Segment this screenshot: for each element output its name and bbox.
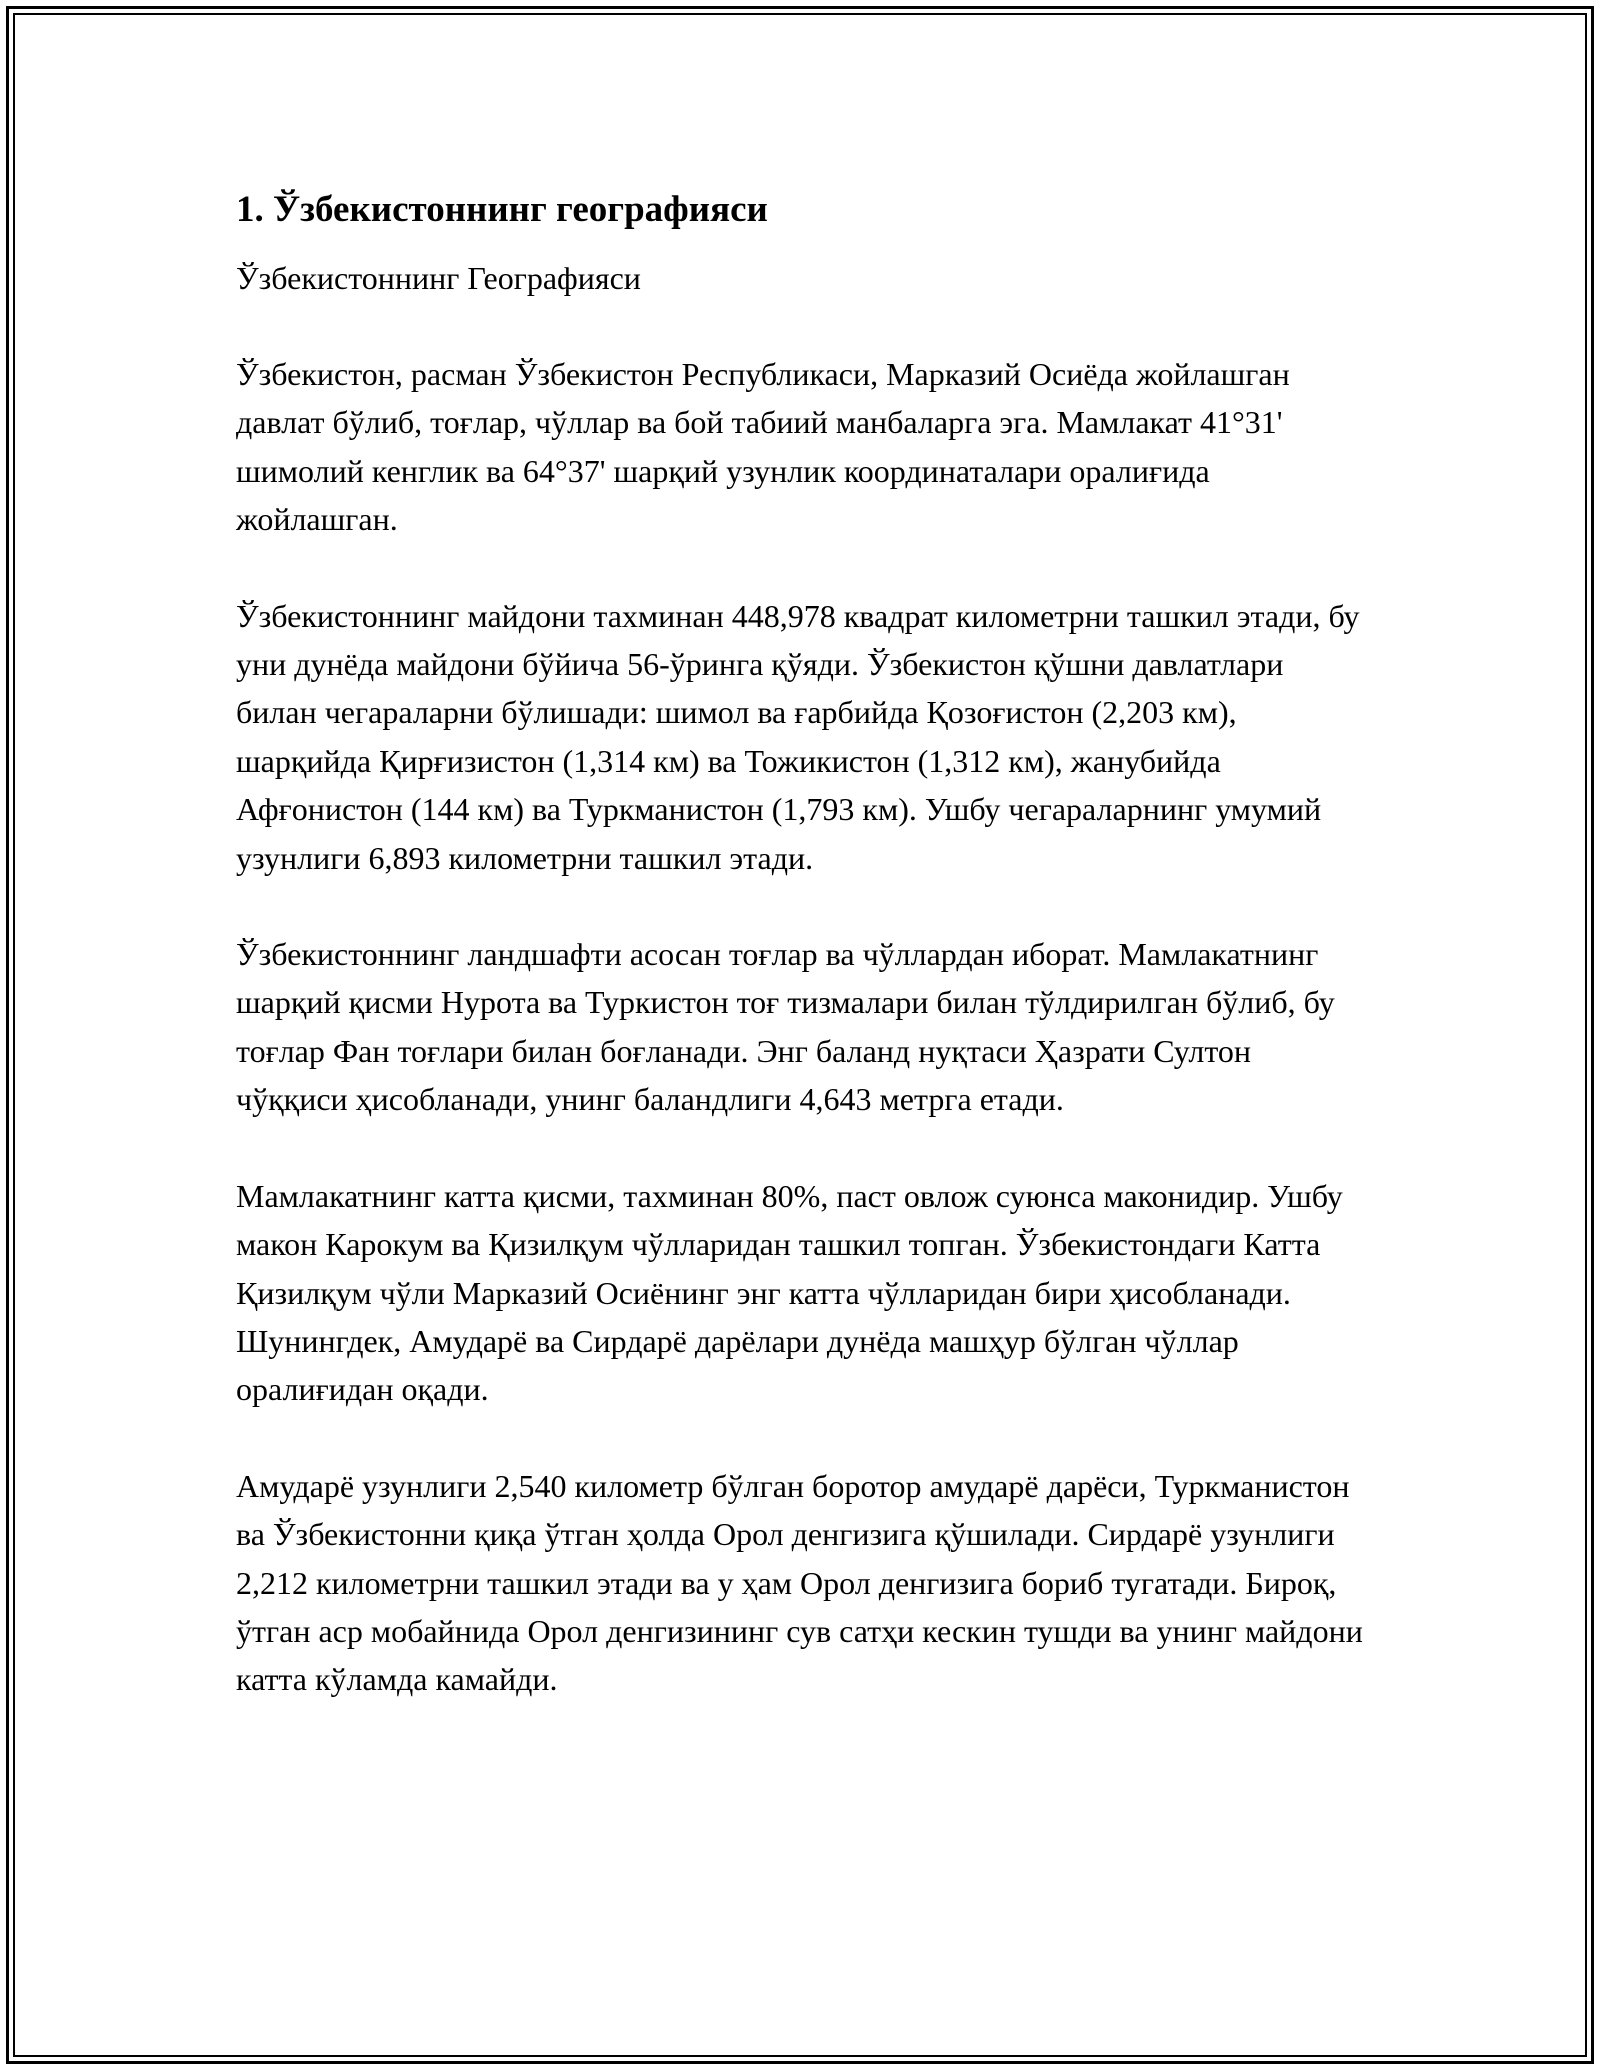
document-subtitle: Ўзбекистоннинг Географияси <box>236 260 641 296</box>
paragraph-rivers: Амударё узунлиги 2,540 километр бўлган боротор амударё дарёси, Туркманистон ва Ўзбекистонни қиқа ўтган ҳолда Орол денгизига қўшилади. Сирдарё узунлиги 2,212 километрни ташкил этади ва у ҳам Орол денгизига бориб тугатади. Бироқ, ўтган аср мобайнида Орол денгизининг сув сатҳи кескин тушди ва унинг майдони катта кўламда камайди. <box>236 1467 1363 1698</box>
paragraph-deserts: Мамлакатнинг катта қисми, тахминан 80%, паст овлож суюнса маконидир. Ушбу макон Карокум ва Қизилқум чўлларидан ташкил топган. Ўзбекистондаги Катта Қизилқум чўли Марказий Осиёнинг энг катта чўлларидан бири ҳисобланади. Шунингдек, Амударё ва Сирдарё дарёлари дунёда машҳур бўлган чўллар оралиғидан оқади. <box>236 1177 1343 1408</box>
document-title: 1. Ўзбекистоннинг географияси <box>236 189 768 230</box>
paragraph-landscape: Ўзбекистоннинг ландшафти асосан тоғлар ва чўллардан иборат. Мамлакатнинг шарқий қисми Нурота ва Туркистон тоғ тизмалари билан тўлдирилган бўлиб, бу тоғлар Фан тоғлари билан боғланади. Энг баланд нуқтаси Ҳазрати Султон чўққиси ҳисобланади, унинг баландлиги 4,643 метрга етади. <box>236 936 1335 1118</box>
document-body <box>236 186 1366 1752</box>
paragraph-location: Ўзбекистон, расман Ўзбекистон Республикаси, Марказий Осиёда жойлашган давлат бўлиб, тоғлар, чўллар ва бой табиий манбаларга эга. Мамлакат 41°31' шимолий кенглик ва 64°37' шарқий узунлик координаталари оралиғида жойлашган. <box>236 356 1290 538</box>
paragraph-area-borders: Ўзбекистоннинг майдони тахминан 448,978 квадрат километрни ташкил этади, бу уни дунёда майдони бўйича 56-ўринга қўяди. Ўзбекистон қўшни давлатлари билан чегараларни бўлишади: шимол ва ғарбийда Қозоғистон (2,203 км), шарқийда Қирғизистон (1,314 км) ва Тожикистон (1,312 км), жанубийда Афғонистон (144 км) ва Туркманистон (1,793 км). Ушбу чегараларнинг умумий узунлиги 6,893 километрни ташкил этади. <box>236 597 1360 876</box>
